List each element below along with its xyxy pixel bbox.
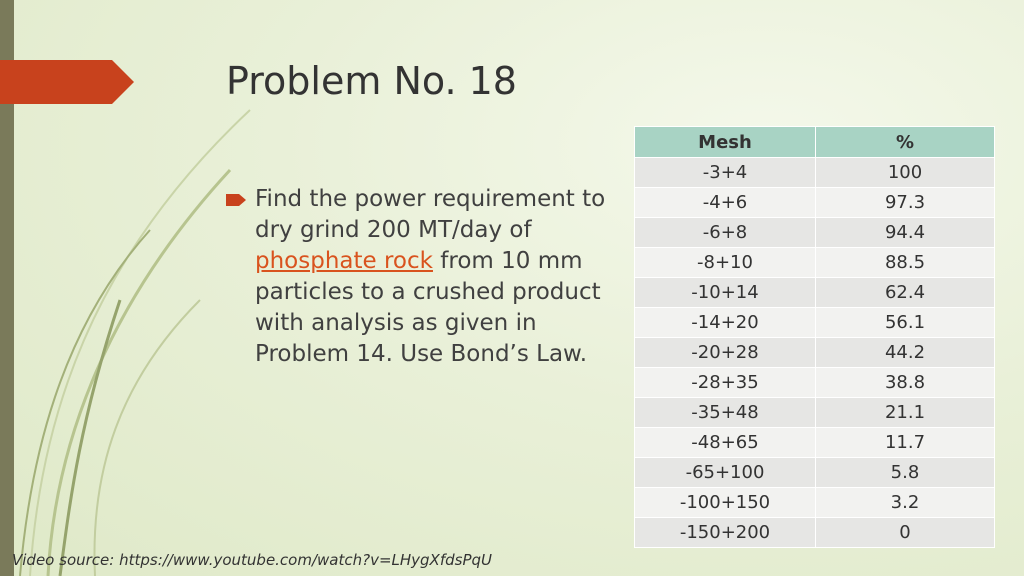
table-row	[635, 398, 995, 428]
table-row	[635, 428, 995, 458]
mesh-cell: -65+100	[635, 458, 816, 488]
bullet-text-before: Find the power requirement to dry grind 200 MT/day of	[255, 186, 606, 243]
table-row	[635, 368, 995, 398]
mesh-cell: -48+65	[635, 428, 816, 458]
arrow-bullet-icon	[226, 194, 246, 206]
percent-cell: 62.4	[816, 278, 995, 308]
header-percent: %	[816, 127, 995, 158]
table-row	[635, 248, 995, 278]
mesh-cell: -28+35	[635, 368, 816, 398]
mesh-cell: -10+14	[635, 278, 816, 308]
bullet-text-after: from 10 mm particles to a crushed product with analysis as given in Problem 14. Use Bond’s Law.	[255, 248, 601, 367]
percent-cell: 38.8	[816, 368, 995, 398]
bullet-item	[226, 184, 611, 370]
mesh-cell: -150+200	[635, 518, 816, 548]
mesh-cell: -6+8	[635, 218, 816, 248]
percent-cell: 21.1	[816, 398, 995, 428]
table-row	[635, 338, 995, 368]
table-row	[635, 188, 995, 218]
table-body	[635, 158, 995, 548]
percent-cell: 44.2	[816, 338, 995, 368]
percent-cell: 5.8	[816, 458, 995, 488]
percent-cell: 100	[816, 158, 995, 188]
table-row	[635, 458, 995, 488]
mesh-cell: -3+4	[635, 158, 816, 188]
percent-cell: 56.1	[816, 308, 995, 338]
phosphate-rock-link[interactable]: phosphate rock	[255, 248, 433, 274]
table-row	[635, 488, 995, 518]
mesh-cell: -35+48	[635, 398, 816, 428]
percent-cell: 11.7	[816, 428, 995, 458]
mesh-cell: -20+28	[635, 338, 816, 368]
percent-cell: 0	[816, 518, 995, 548]
slide-title: Problem No. 18	[226, 59, 517, 103]
video-source-footer: Video source: https://www.youtube.com/watch?v=LHygXfdsPqU	[12, 551, 492, 569]
mesh-analysis-table	[634, 126, 995, 548]
table-row	[635, 218, 995, 248]
header-mesh: Mesh	[635, 127, 816, 158]
percent-cell: 3.2	[816, 488, 995, 518]
mesh-cell: -4+6	[635, 188, 816, 218]
table-header-row	[635, 127, 995, 158]
title-tab-arrow-icon	[0, 60, 134, 104]
percent-cell: 94.4	[816, 218, 995, 248]
percent-cell: 88.5	[816, 248, 995, 278]
mesh-cell: -100+150	[635, 488, 816, 518]
table-row	[635, 278, 995, 308]
percent-cell: 97.3	[816, 188, 995, 218]
mesh-cell: -14+20	[635, 308, 816, 338]
table-row	[635, 308, 995, 338]
bullet-text	[255, 184, 611, 370]
table-row	[635, 518, 995, 548]
table-row	[635, 158, 995, 188]
mesh-cell: -8+10	[635, 248, 816, 278]
